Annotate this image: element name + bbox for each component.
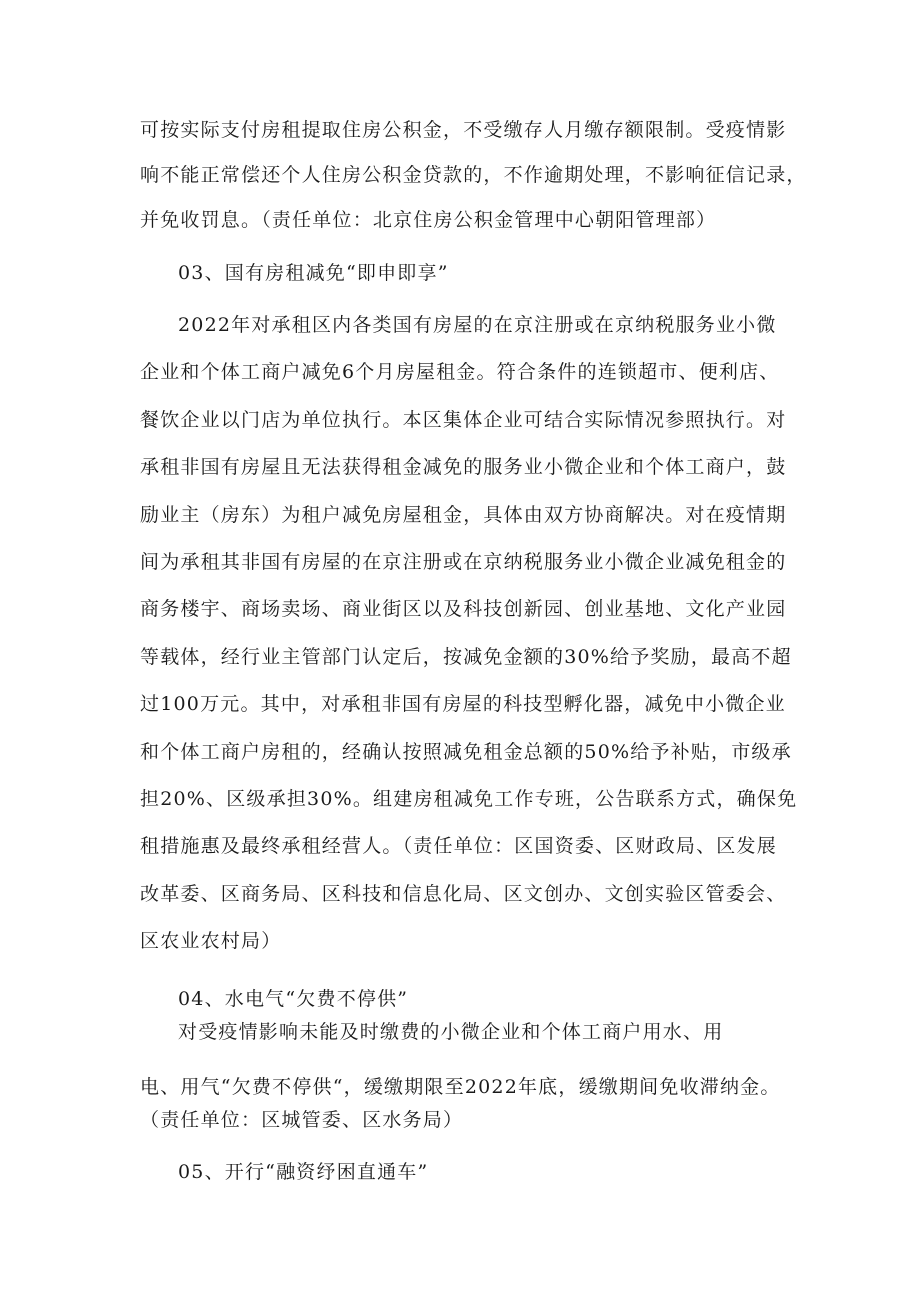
text-line: 2022年对承租区内各类国有房屋的在京注册或在京纳税服务业小微 xyxy=(178,314,777,336)
text-line: 可按实际支付房租提取住房公积金，不受缴存人月缴存额限制。受疫情影 xyxy=(140,119,787,141)
text-line: 租措施惠及最终承租经营人。（责任单位：区国资委、区财政局、区发展 xyxy=(140,835,777,857)
text-line: 间为承租其非国有房屋的在京注册或在京纳税服务业小微企业减免租金的 xyxy=(140,551,787,573)
text-line: 担20%、区级承担30%。组建房租减免工作专班，公告联系方式，确保免 xyxy=(140,788,798,810)
text-line: 餐饮企业以门店为单位执行。本区集体企业可结合实际情况参照执行。对 xyxy=(140,409,787,431)
section-heading-03: 03、国有房租减免“即申即享” xyxy=(178,262,449,284)
section-heading-05: 05、开行“融资纾困直通车” xyxy=(178,1161,429,1183)
text-line: 企业和个体工商户减免6个月房屋租金。符合条件的连锁超市、便利店、 xyxy=(140,361,780,383)
text-line: 过100万元。其中，对承租非国有房屋的科技型孵化器，减免中小微企业 xyxy=(140,693,786,715)
section-heading-04: 04、水电气“欠费不停供” xyxy=(178,988,409,1010)
text-line: 励业主（房东）为租户减免房屋租金，具体由双方协商解决。对在疫情期 xyxy=(140,504,787,526)
text-line: 等载体，经行业主管部门认定后，按减免金额的30%给予奖励，最高不超 xyxy=(140,646,792,668)
text-line: 商务楼宇、商场卖场、商业街区以及科技创新园、创业基地、文化产业园 xyxy=(140,598,787,620)
text-line: 承租非国有房屋且无法获得租金减免的服务业小微企业和个体工商户，鼓 xyxy=(140,456,787,478)
text-line: 对受疫情影响未能及时缴费的小微企业和个体工商户用水、用 xyxy=(178,1021,724,1043)
text-line: 和个体工商户房租的，经确认按照减免租金总额的50%给予补贴，市级承 xyxy=(140,741,792,763)
text-line: 区农业农村局） xyxy=(140,930,282,952)
text-line: （责任单位：区城管委、区水务局） xyxy=(140,1109,464,1131)
text-line: 并免收罚息。（责任单位：北京住房公积金管理中心朝阳管理部） xyxy=(140,209,717,231)
text-line: 改革委、区商务局、区科技和信息化局、区文创办、文创实验区管委会、 xyxy=(140,883,787,905)
text-line: 电、用气“欠费不停供“，缓缴期限至2022年底，缓缴期间免收滞纳金。 xyxy=(140,1076,781,1098)
text-line: 响不能正常偿还个人住房公积金贷款的，不作逾期处理，不影响征信记录， xyxy=(140,164,807,186)
